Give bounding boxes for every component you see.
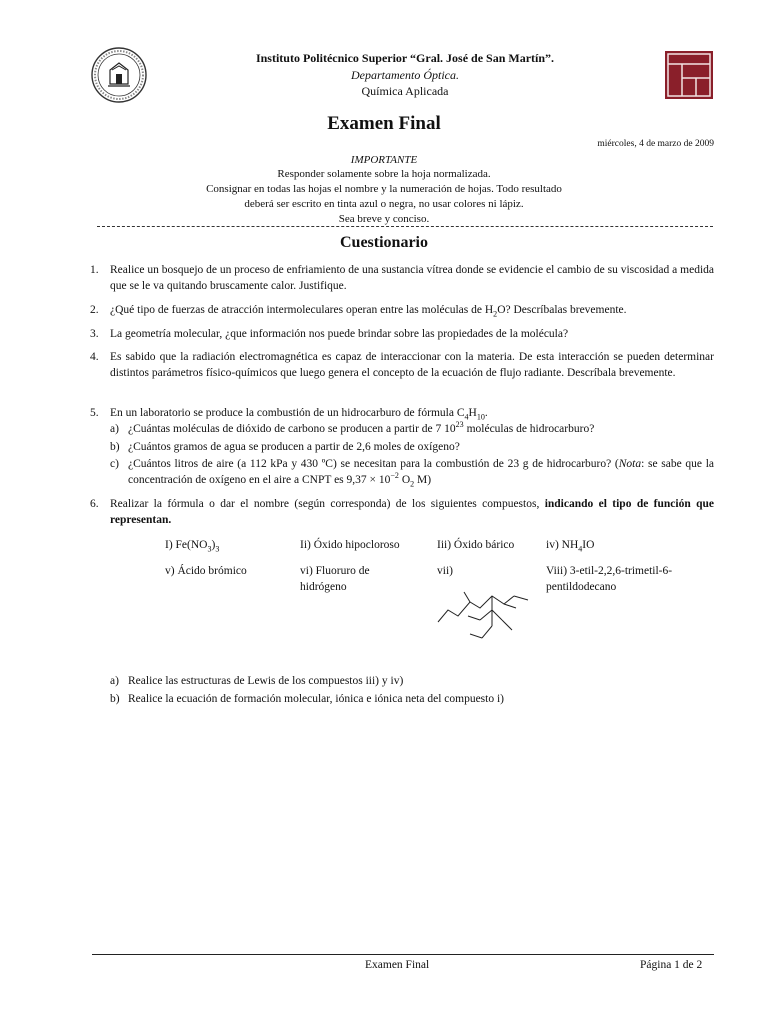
compound-viii: Viii) 3-etil-2,2,6-trimetil-6- pentildodecano [546,565,673,593]
question-text: Realizar la fórmula o dar el nombre (según corresponda) de los siguientes compuestos, indicando el tipo de función que representan. [110,498,714,526]
institute-name: Instituto Politécnico Superior “Gral. José de San Martín”. [255,51,555,65]
question-text: En un laboratorio se produce la combustión de un hidrocarburo de fórmula $C_4H_{10}$. [110,407,488,422]
question-4 [90,350,714,381]
instruction-line: Responder solamente sobre la hoja normalizada. [277,168,491,180]
question-text: Realice un bosquejo de un proceso de enfriamiento de una sustancia vítrea donde se evidencie el cambio de su viscosidad a medida que se le va quitando bruscamente calor. Justifique. [110,264,714,292]
important-heading: IMPORTANTE [350,154,418,166]
compound-iv: iv) $NH_4IO$ [546,539,595,554]
instruction-line: Consignar en todas las hojas el nombre y la numeración de hojas. Todo resultado [206,183,562,195]
compound-i: I) $Fe(NO_3)_3$ [165,539,220,554]
question-3 [90,327,714,343]
question-5a: a) ¿Cuántas moléculas de dióxido de carbono se producen a partir de 7 $10^{23}$ moléculas de hidrocarburo? [110,420,595,435]
question-5b: b) ¿Cuántos gramos de agua se producen a partir de 2,6 moles de oxígeno? [110,441,460,453]
question-number: 3. [90,328,99,340]
question-5c: c) ¿Cuántos litros de aire (a 112 kPa y 430 ºC) se necesitan para la combustión de 23 g de hidrocarburo? (Nota: se sabe que la concentración de oxígeno en el aire a CNPT es $9,37 \times 10^{-2}$ $O_2$ M) [110,458,714,488]
question-6b: b) Realice la ecuación de formación molecular, iónica e iónica neta del compuesto i) [110,693,504,705]
question-number: 2. [90,304,99,316]
compound-v: v) Ácido brómico [165,565,247,577]
department-name: Departamento Óptica. [351,68,459,82]
footer-title: Examen Final [365,959,430,971]
question-6 [90,497,714,528]
compound-iii: Iii) Óxido bárico [437,539,515,551]
question-number: 5. [90,407,99,419]
question-number: 1. [90,264,99,276]
question-text: Es sabido que la radiación electromagnética es capaz de interaccionar con la materia. De esta interacción se pueden determinar distintos parámetros físico-químicos que luego genera el concepto de la ecuación de flujo radiante. Descríbala brevemente. [110,351,714,379]
compound-ii: Ii) Óxido hipocloroso [300,539,400,551]
department-logo [664,50,714,100]
question-6a: a) Realice las estructuras de Lewis de los compuestos iii) y iv) [110,675,404,687]
question-number: 6. [90,498,99,510]
subject-name: Química Aplicada [361,84,449,98]
dashed-divider [97,226,713,227]
compound-vii: vii) [437,565,453,577]
page-number: Página 1 de 2 [640,959,703,971]
question-2 [90,303,714,319]
exam-title: Examen Final [327,113,441,134]
instruction-line: Sea breve y conciso. [338,213,430,225]
instruction-line: deberá ser escrito en tinta azul o negra, no usar colores ni lápiz. [244,198,524,210]
question-text: La geometría molecular, ¿que información nos puede brindar sobre las propiedades de la molécula? [110,328,569,340]
institute-seal-logo [90,46,148,104]
compound-vi: vi) Fluoruro de hidrógeno [300,565,370,593]
footer-divider [92,954,714,955]
exam-date: miércoles, 4 de marzo de 2009 [597,139,714,149]
question-number: 4. [90,351,99,363]
skeletal-structure-drawing [436,586,532,642]
question-5 [90,406,714,422]
question-1 [90,263,714,294]
section-title: Cuestionario [340,234,428,251]
question-text: ¿Qué tipo de fuerzas de atracción intermoleculares operan entre las moléculas de $H_2O$? Descríbalas brevemente. [110,304,627,319]
